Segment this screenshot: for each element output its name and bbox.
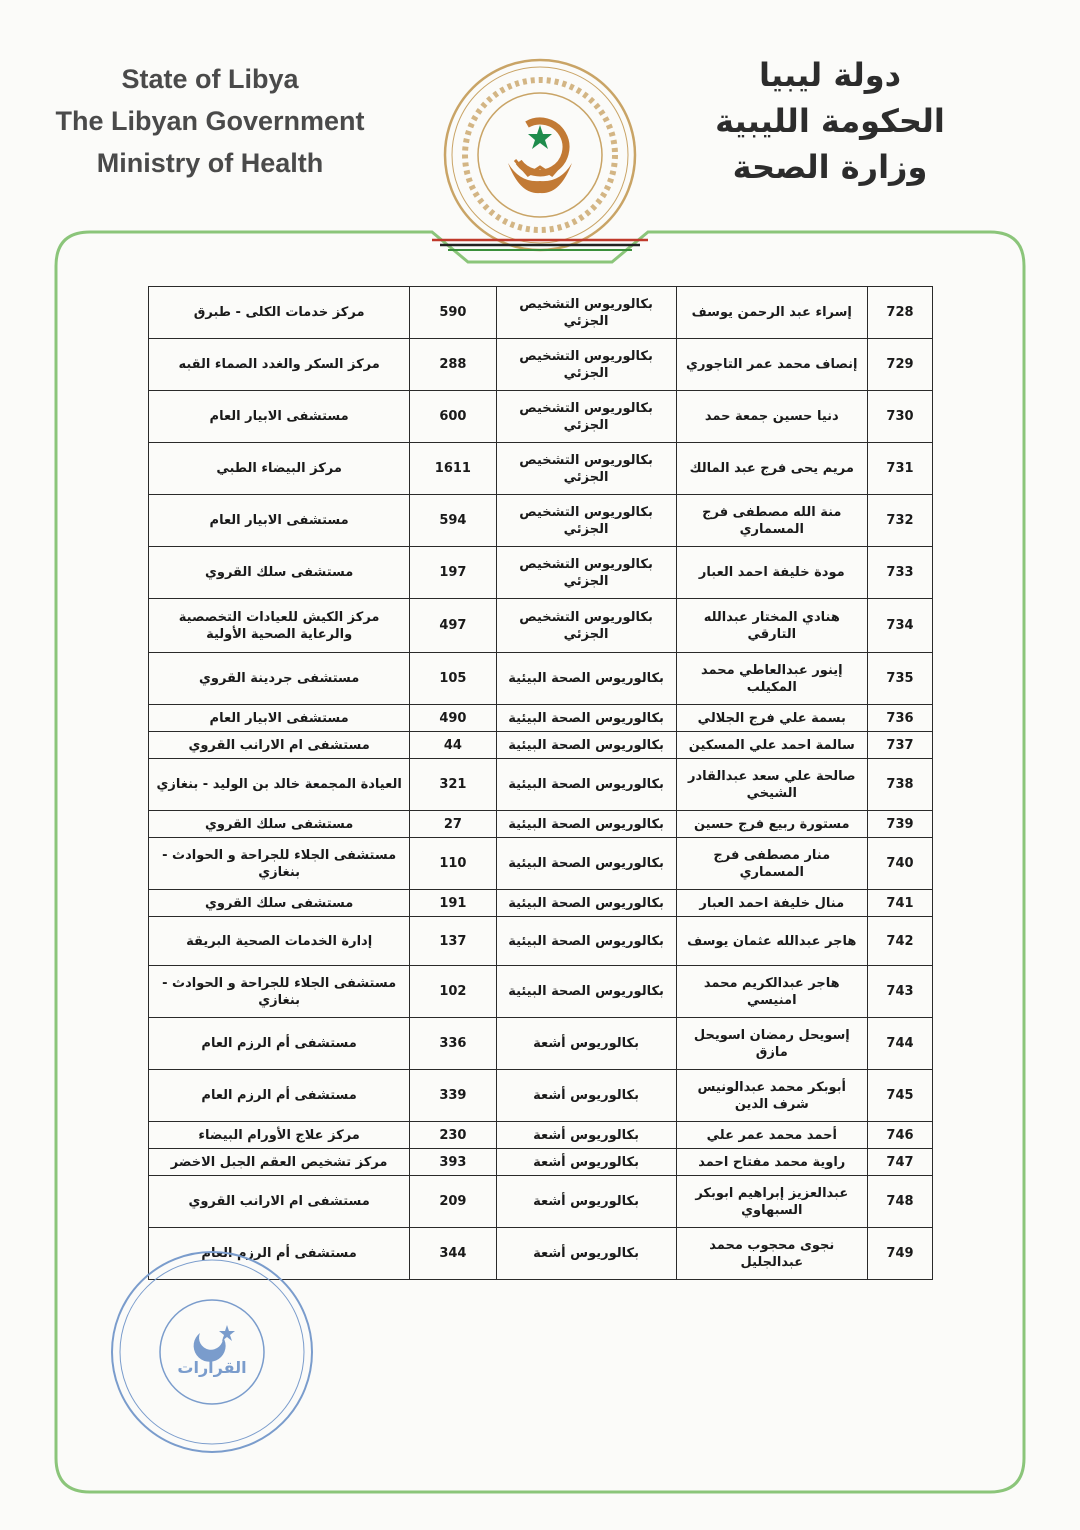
table-row: [149, 443, 933, 495]
position-code: 594: [410, 495, 496, 547]
row-number: 728: [867, 287, 932, 339]
position-code: 336: [410, 1018, 496, 1070]
assigned-facility: مستشفى الابيار العام: [149, 705, 410, 732]
row-number: 747: [867, 1149, 932, 1176]
table-row: [149, 1122, 933, 1149]
row-number: 738: [867, 759, 932, 811]
table-row: [149, 966, 933, 1018]
position-code: 27: [410, 811, 496, 838]
table-row: [149, 599, 933, 653]
assigned-facility: مستشفى الجلاء للجراحة و الحوادث - بنغازي: [149, 966, 410, 1018]
government-name-en: The Libyan Government: [55, 106, 365, 136]
employee-name: سالمة احمد علي المسكين: [676, 732, 867, 759]
position-code: 344: [410, 1228, 496, 1280]
state-name-en: State of Libya: [121, 64, 299, 94]
position-code: 137: [410, 917, 496, 966]
row-number: 740: [867, 838, 932, 890]
position-code: 197: [410, 547, 496, 599]
employee-name: أبوبكر محمد عبدالونيس شرف الدين: [676, 1070, 867, 1122]
employee-name: هاجر عبدالكريم محمد امنيسي: [676, 966, 867, 1018]
table-row: [149, 339, 933, 391]
employee-name: منال خليفة احمد العبار: [676, 890, 867, 917]
row-number: 733: [867, 547, 932, 599]
assigned-facility: مركز البيضاء الطبي: [149, 443, 410, 495]
table-row: [149, 547, 933, 599]
english-letterhead: [40, 58, 380, 184]
employee-name: راوية محمد مفتاح احمد: [676, 1149, 867, 1176]
row-number: 745: [867, 1070, 932, 1122]
employee-name: منار مصطفى فرج المسماري: [676, 838, 867, 890]
degree: بكالوريوس الصحة البيئية: [496, 890, 676, 917]
degree: بكالوريوس أشعة: [496, 1176, 676, 1228]
employee-name: أحمد محمد عمر علي: [676, 1122, 867, 1149]
degree: بكالوريوس الصحة البيئية: [496, 811, 676, 838]
position-code: 105: [410, 653, 496, 705]
state-name-ar: دولة ليبيا: [758, 56, 902, 94]
assigned-facility: مستشفى سلك القروي: [149, 890, 410, 917]
degree: بكالوريوس الصحة البيئية: [496, 917, 676, 966]
assigned-facility: العيادة المجمعة خالد بن الوليد - بنغازي: [149, 759, 410, 811]
degree: بكالوريوس التشخيص الجزئي: [496, 599, 676, 653]
row-number: 730: [867, 391, 932, 443]
position-code: 230: [410, 1122, 496, 1149]
employee-name: إسويحل رمضان اسويحل مازق: [676, 1018, 867, 1070]
degree: بكالوريوس التشخيص الجزئي: [496, 443, 676, 495]
row-number: 739: [867, 811, 932, 838]
degree: بكالوريوس التشخيص الجزئي: [496, 339, 676, 391]
assigned-facility: مستشفى سلك القروي: [149, 547, 410, 599]
row-number: 741: [867, 890, 932, 917]
stamp-label: القرارات: [177, 1358, 247, 1377]
table-row: [149, 391, 933, 443]
position-code: 102: [410, 966, 496, 1018]
row-number: 748: [867, 1176, 932, 1228]
assigned-facility: مستشفى الابيار العام: [149, 391, 410, 443]
employee-name: عبدالعزيز إبراهيم ابوبكر السبهاوي: [676, 1176, 867, 1228]
position-code: 590: [410, 287, 496, 339]
degree: بكالوريوس التشخيص الجزئي: [496, 391, 676, 443]
assigned-facility: مستشفى أم الرزم العام: [149, 1228, 410, 1280]
table-row: [149, 890, 933, 917]
employee-name: مستورة ربيع فرج حسين: [676, 811, 867, 838]
assigned-facility: مستشفى أم الرزم العام: [149, 1070, 410, 1122]
row-number: 735: [867, 653, 932, 705]
employee-name: مودة خليفة احمد العبار: [676, 547, 867, 599]
degree: بكالوريوس الصحة البيئية: [496, 653, 676, 705]
ministry-name-en: Ministry of Health: [96, 148, 324, 178]
assigned-facility: مركز خدمات الكلى - طبرق: [149, 287, 410, 339]
position-code: 288: [410, 339, 496, 391]
table-row: [149, 1018, 933, 1070]
position-code: 191: [410, 890, 496, 917]
government-name-ar: الحكومة الليبية: [715, 102, 945, 140]
table-row: [149, 1070, 933, 1122]
official-stamp: [105, 1245, 320, 1460]
assigned-facility: إدارة الخدمات الصحية البريقة: [149, 917, 410, 966]
position-code: 393: [410, 1149, 496, 1176]
degree: بكالوريوس الصحة البيئية: [496, 838, 676, 890]
employee-name: إينور عبدالعاطي محمد المكيلب: [676, 653, 867, 705]
row-number: 737: [867, 732, 932, 759]
row-number: 734: [867, 599, 932, 653]
row-number: 743: [867, 966, 932, 1018]
row-number: 744: [867, 1018, 932, 1070]
table-row: [149, 1176, 933, 1228]
assigned-facility: مستشفى الابيار العام: [149, 495, 410, 547]
position-code: 110: [410, 838, 496, 890]
row-number: 742: [867, 917, 932, 966]
employee-name: إنصاف محمد عمر التاجوري: [676, 339, 867, 391]
assigned-facility: مستشفى أم الرزم العام: [149, 1018, 410, 1070]
degree: بكالوريوس الصحة البيئية: [496, 759, 676, 811]
degree: بكالوريوس الصحة البيئية: [496, 705, 676, 732]
position-code: 339: [410, 1070, 496, 1122]
position-code: 490: [410, 705, 496, 732]
ministry-seal-logo: [440, 55, 640, 255]
table-row: [149, 838, 933, 890]
assigned-facility: مستشفى ام الارانب القروي: [149, 732, 410, 759]
degree: بكالوريوس التشخيص الجزئي: [496, 495, 676, 547]
assigned-facility: مركز تشخيص العقم الجبل الاخضر: [149, 1149, 410, 1176]
degree: بكالوريوس أشعة: [496, 1228, 676, 1280]
row-number: 736: [867, 705, 932, 732]
degree: بكالوريوس أشعة: [496, 1070, 676, 1122]
position-code: 44: [410, 732, 496, 759]
employee-name: دنيا حسين جمعة حمد: [676, 391, 867, 443]
degree: بكالوريوس أشعة: [496, 1018, 676, 1070]
table-row: [149, 653, 933, 705]
degree: بكالوريوس الصحة البيئية: [496, 732, 676, 759]
position-code: 1611: [410, 443, 496, 495]
position-code: 497: [410, 599, 496, 653]
table-row: [149, 732, 933, 759]
employee-name: إسراء عبد الرحمن يوسف: [676, 287, 867, 339]
assigned-facility: مركز الكيش للعيادات التخصصية والرعاية الصحية الأولية: [149, 599, 410, 653]
employee-name: هنادي المختار عبدالله التارقي: [676, 599, 867, 653]
row-number: 732: [867, 495, 932, 547]
staff-assignment-table: [148, 286, 933, 1280]
row-number: 746: [867, 1122, 932, 1149]
table-row: [149, 705, 933, 732]
degree: بكالوريوس التشخيص الجزئي: [496, 287, 676, 339]
position-code: 321: [410, 759, 496, 811]
row-number: 731: [867, 443, 932, 495]
row-number: 729: [867, 339, 932, 391]
ministry-name-ar: وزارة الصحة: [732, 148, 928, 186]
row-number: 749: [867, 1228, 932, 1280]
degree: بكالوريوس أشعة: [496, 1149, 676, 1176]
employee-name: نجوى محجوب محمد عبدالجليل: [676, 1228, 867, 1280]
assigned-facility: مستشفى الجلاء للجراحة و الحوادث - بنغازي: [149, 838, 410, 890]
assigned-facility: مستشفى سلك القروي: [149, 811, 410, 838]
assigned-facility: مستشفى ام الارانب القروي: [149, 1176, 410, 1228]
assigned-facility: مركز السكر والغدد الصماء القبه: [149, 339, 410, 391]
assigned-facility: مركز علاج الأورام البيضاء: [149, 1122, 410, 1149]
arabic-letterhead: [660, 52, 1000, 190]
table-row: [149, 759, 933, 811]
table-row: [149, 917, 933, 966]
position-code: 209: [410, 1176, 496, 1228]
assigned-facility: مستشفى جردينة القروي: [149, 653, 410, 705]
employee-name: هاجر عبدالله عثمان يوسف: [676, 917, 867, 966]
employee-name: بسمة علي فرج الجلالي: [676, 705, 867, 732]
degree: بكالوريوس أشعة: [496, 1122, 676, 1149]
degree: بكالوريوس الصحة البيئية: [496, 966, 676, 1018]
employee-name: منة الله مصطفى فرج المسماري: [676, 495, 867, 547]
table-row: [149, 287, 933, 339]
position-code: 600: [410, 391, 496, 443]
degree: بكالوريوس التشخيص الجزئي: [496, 547, 676, 599]
table-row: [149, 811, 933, 838]
table-row: [149, 1149, 933, 1176]
employee-name: صالحة علي سعد عبدالقادر الشيخي: [676, 759, 867, 811]
table-row: [149, 495, 933, 547]
employee-name: مريم يحى فرج عبد المالك: [676, 443, 867, 495]
